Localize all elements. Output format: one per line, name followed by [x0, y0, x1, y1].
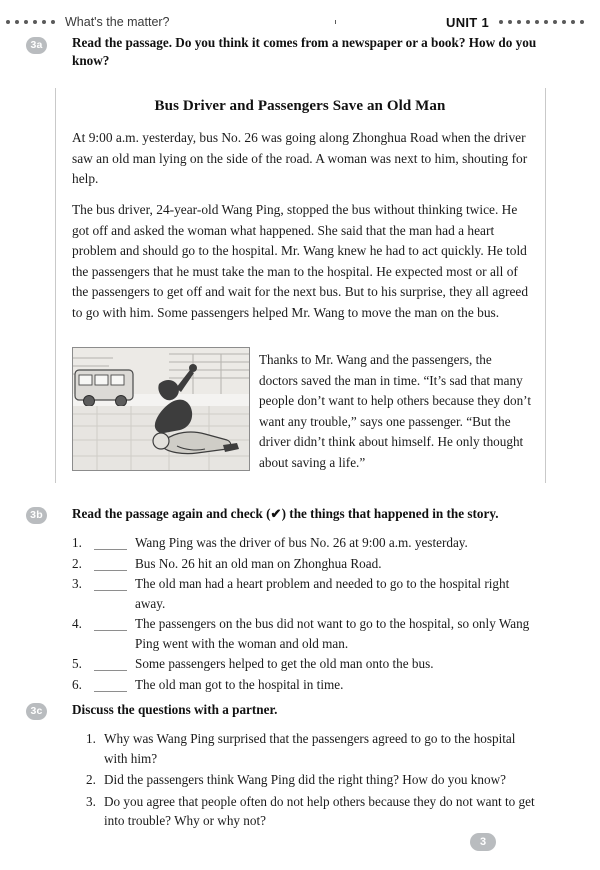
item-text: Why was Wang Ping surprised that the passengers agreed to go to the hospital with him? [104, 731, 516, 766]
list-item [86, 792, 542, 831]
question-list-3c [86, 729, 542, 833]
item-text: The old man got to the hospital in time. [135, 676, 344, 692]
item-number: 5. [72, 656, 82, 671]
bus-accident-illustration [72, 347, 250, 471]
header-dots-right [493, 20, 600, 24]
item-text: The old man had a heart problem and needed to go to the hospital right away. [135, 576, 510, 611]
item-number: 1. [86, 731, 96, 746]
item-number: 3. [72, 576, 82, 591]
paragraph-text: The bus driver, 24-year-old Wang Ping, stopped the bus without thinking twice. He got off and asked the woman what happened. She said that the man had a heart problem and should go to the hospital. Mr. Wang knew he had to act quickly. He told the passengers that he must take the man to the hospital. He expected most or all of the passengers to get off and wait for the next bus. But to his surprise, they all agreed to go with him. Some passengers helped Mr. Wang to move the man on the bus. [72, 202, 529, 320]
reading-box-left-rule [55, 88, 56, 483]
header-dots-left [0, 20, 61, 24]
story-title: Bus Driver and Passengers Save an Old Man [154, 98, 446, 114]
section-badge-3c: 3c [26, 703, 47, 720]
list-item [86, 729, 542, 768]
story-wrap-paragraph: Thanks to Mr. Wang and the passengers, the doctors saved the man in time. “It’s sad that many people don’t want to help others because they don’t want any trouble,” says one passenger. “But the driver didn’t think about himself. He only thought about saving a life.” [259, 352, 531, 470]
item-text: The passengers on the bus did not want to go to the hospital, so only Wang Ping went with the woman and old man. [135, 616, 530, 651]
item-number: 3. [86, 793, 96, 809]
unit-label: UNIT 1 [446, 14, 489, 30]
item-text: Do you agree that people often do not help others because they do not want to get into trouble? Why or why not? [104, 793, 535, 828]
item-text: Wang Ping was the driver of bus No. 26 at 9:00 a.m. yesterday. [135, 535, 468, 550]
item-text: Did the passengers think Wang Ping did the right thing? How do you know? [104, 772, 506, 787]
item-number: 2. [72, 555, 82, 571]
item-text: Some passengers helped to get the old man onto the bus. [135, 656, 434, 671]
header-chapter-title: What's the matter? [65, 15, 170, 29]
story-paragraph-2 [72, 200, 529, 336]
reading-box-right-rule [545, 88, 546, 483]
check-blank[interactable] [94, 615, 127, 631]
page-header [0, 10, 600, 34]
checklist-3b [72, 533, 542, 695]
item-number: 2. [86, 772, 96, 787]
item-number: 1. [72, 535, 82, 550]
instruction-3a: Read the passage. Do you think it comes from a newspaper or a book? How do you know? [72, 35, 537, 68]
list-item [86, 770, 542, 790]
check-blank[interactable] [94, 676, 127, 692]
list-item[interactable] [72, 675, 542, 695]
story-paragraph-1 [72, 128, 529, 203]
section-badge-3a: 3a [26, 37, 47, 54]
list-item[interactable] [72, 554, 542, 574]
item-number: 6. [72, 676, 82, 692]
check-blank[interactable] [94, 575, 127, 591]
list-item[interactable] [72, 614, 542, 653]
item-number: 4. [72, 616, 82, 631]
page-number: 3 [470, 833, 496, 851]
list-item[interactable] [72, 533, 542, 553]
check-blank[interactable] [94, 555, 127, 571]
header-dots-middle [174, 20, 443, 24]
paragraph-text: At 9:00 a.m. yesterday, bus No. 26 was going along Zhonghua Road when the driver saw an old man lying on the side of the road. A woman was next to him, shouting for help. [72, 130, 528, 186]
instruction-3b: Read the passage again and check (✔) the things that happened in the story. [72, 506, 499, 521]
item-text: Bus No. 26 hit an old man on Zhonghua Road. [135, 555, 382, 571]
check-blank[interactable] [94, 655, 127, 671]
check-blank[interactable] [94, 534, 127, 550]
list-item[interactable] [72, 574, 542, 613]
list-item[interactable] [72, 654, 542, 674]
section-badge-3b: 3b [26, 507, 47, 524]
instruction-3c: Discuss the questions with a partner. [72, 702, 278, 717]
